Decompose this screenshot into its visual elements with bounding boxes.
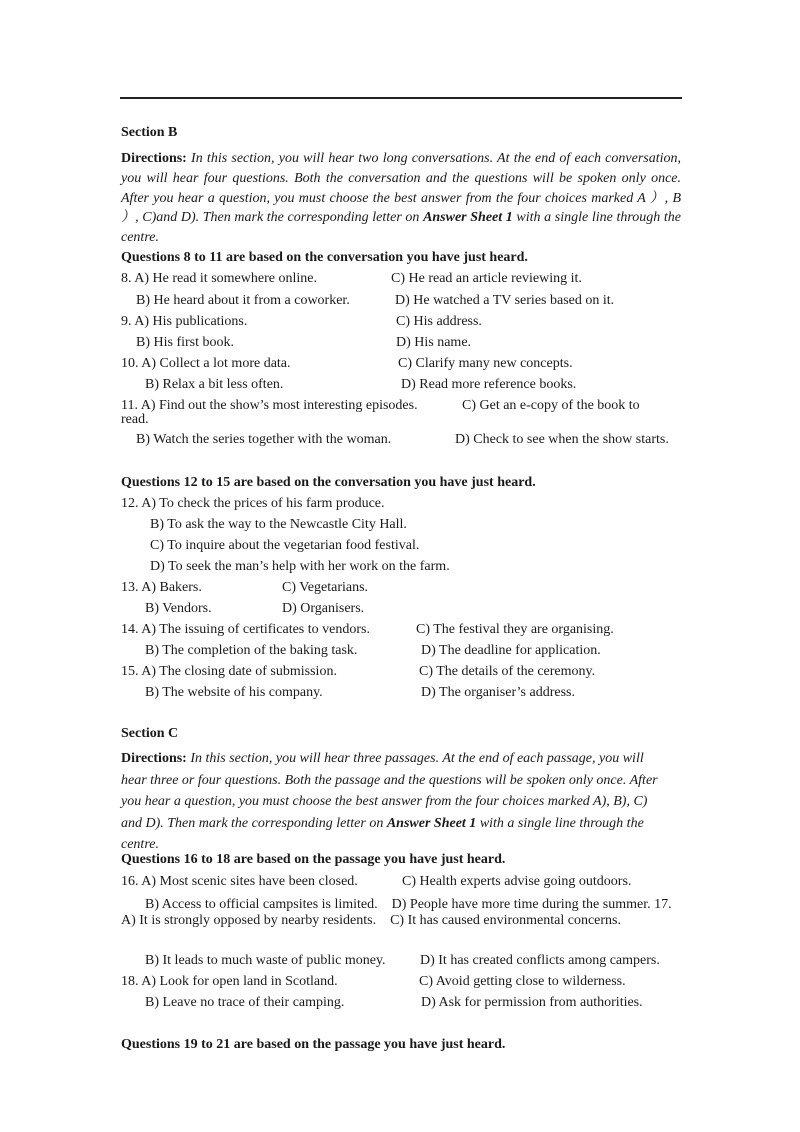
q12-option-b: B) To ask the way to the Newcastle City Hall. [150, 517, 407, 532]
directions-label: Directions: [121, 151, 187, 166]
q18-option-a: 18. A) Look for open land in Scotland. [121, 974, 338, 989]
q16-option-d: D) People have more time during the summer. [391, 897, 651, 912]
q11-option-c: C) Get an e-copy of the book to [462, 398, 640, 413]
question-group-heading: Questions 8 to 11 are based on the conversation you have just heard. [121, 250, 528, 265]
directions-text-end: with a single line through the centre. [121, 210, 681, 246]
q14-option-c: C) The festival they are organising. [416, 622, 614, 637]
q11-option-c-continued: read. [121, 412, 149, 427]
directions-text: In this section, you will hear three passages. At the end of each passage, you will hear three or four questions. Both the passage and the questions will be spoken only once. After you hear a question, you must choose the best answer from the four choices marked A), B), C) and D). Then mark the corresponding letter on [121, 751, 658, 831]
q12-option-c: C) To inquire about the vegetarian food festival. [150, 538, 420, 553]
q14-option-d: D) The deadline for application. [421, 643, 601, 658]
q10-option-d: D) Read more reference books. [401, 377, 577, 392]
q17-option-b: B) It leads to much waste of public money. [145, 953, 386, 968]
q15-option-c: C) The details of the ceremony. [419, 664, 596, 679]
q8-option-d: D) He watched a TV series based on it. [395, 293, 615, 308]
directions-label: Directions: [121, 751, 187, 766]
directions-text-end: with a single line through the centre. [121, 815, 644, 852]
q8-option-a: 8. A) He read it somewhere online. [121, 271, 317, 286]
answer-sheet-ref: Answer Sheet 1 [423, 210, 513, 226]
q16-option-c: C) Health experts advise going outdoors. [402, 874, 632, 889]
q16-option-a: 16. A) Most scenic sites have been closed. [121, 874, 358, 889]
q10-option-b: B) Relax a bit less often. [145, 377, 284, 392]
q12-option-a: 12. A) To check the prices of his farm produce. [121, 496, 385, 511]
section-b-heading: Section B [121, 125, 178, 140]
q16-option-b: B) Access to official campsites is limited. [145, 897, 378, 912]
q8-option-b: B) He heard about it from a coworker. [136, 293, 350, 308]
section-c-heading: Section C [121, 726, 179, 741]
q9-option-b: B) His first book. [136, 335, 234, 350]
section-b-directions [121, 149, 681, 248]
directions-text: In this section, you will hear two long conversations. At the end of each conversation, you will hear four questions. Both the conversation and the questions will be spoken only once. After you hear a question, you must choose the best answer from the four choices marked A ）, B ）, C)and D). Then mark the corresponding letter on [121, 151, 681, 226]
q11-option-d: D) Check to see when the show starts. [455, 432, 669, 447]
q11-option-b: B) Watch the series together with the woman. [136, 432, 392, 447]
q15-option-a: 15. A) The closing date of submission. [121, 664, 337, 679]
header-rule [120, 97, 682, 99]
q9-option-c: C) His address. [396, 314, 482, 329]
q13-option-a: 13. A) Bakers. [121, 580, 202, 595]
q18-option-b: B) Leave no trace of their camping. [145, 995, 345, 1010]
q17-option-d: D) It has created conflicts among campers. [420, 953, 660, 968]
question-group-heading: Questions 12 to 15 are based on the conversation you have just heard. [121, 475, 536, 490]
q18-option-c: C) Avoid getting close to wilderness. [419, 974, 626, 989]
q8-option-c: C) He read an article reviewing it. [391, 271, 582, 286]
q10-option-a: 10. A) Collect a lot more data. [121, 356, 291, 371]
section-c-directions [121, 748, 661, 856]
q9-option-a: 9. A) His publications. [121, 314, 248, 329]
q10-option-c: C) Clarify many new concepts. [398, 356, 573, 371]
question-group-heading: Questions 19 to 21 are based on the passage you have just heard. [121, 1037, 506, 1052]
q13-option-b: B) Vendors. [145, 601, 212, 616]
q14-option-b: B) The completion of the baking task. [145, 643, 358, 658]
q18-option-d: D) Ask for permission from authorities. [421, 995, 643, 1010]
answer-sheet-ref: Answer Sheet 1 [386, 815, 477, 831]
q17-option-a: 17. A) It is strongly opposed by nearby residents. [121, 897, 672, 928]
q13-option-c: C) Vegetarians. [282, 580, 369, 595]
question-group-heading: Questions 16 to 18 are based on the passage you have just heard. [121, 852, 506, 867]
q17-option-c: C) It has caused environmental concerns. [390, 913, 621, 928]
q16-q17-merged-line [121, 897, 676, 929]
q11-option-a: 11. A) Find out the show’s most interesting episodes. [121, 398, 418, 413]
q15-option-b: B) The website of his company. [145, 685, 323, 700]
q9-option-d: D) His name. [396, 335, 472, 350]
q15-option-d: D) The organiser’s address. [421, 685, 575, 700]
q14-option-a: 14. A) The issuing of certificates to vendors. [121, 622, 370, 637]
q12-option-d: D) To seek the man’s help with her work on the farm. [150, 559, 450, 574]
q13-option-d: D) Organisers. [282, 601, 365, 616]
